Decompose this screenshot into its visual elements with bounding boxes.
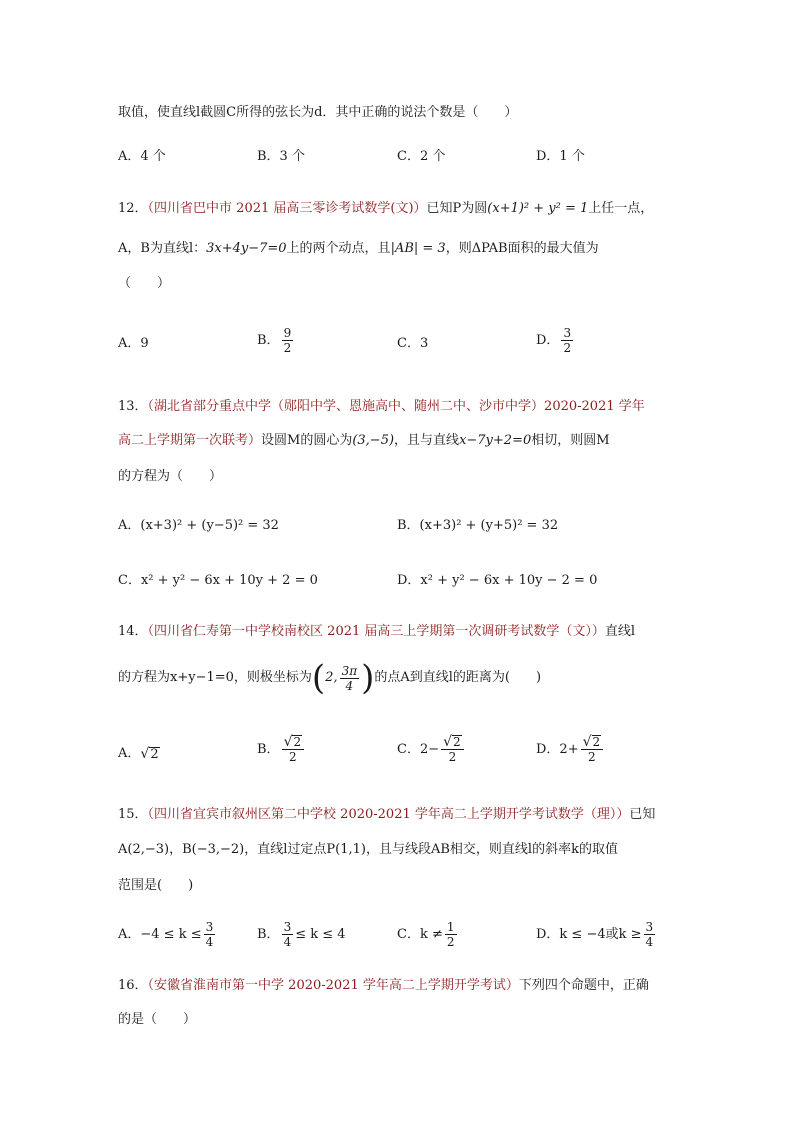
q15-line1: 15．（四川省宜宾市叙州区第二中学校 2020-2021 学年高二上学期开学考试数学（理））已知 [118, 807, 656, 822]
fraction: √ 2 2 [441, 735, 464, 764]
fraction: $\frac{3}{4}$ [205, 920, 214, 949]
q15-option-d: D．k ≤ −4或k ≥ $\frac{3}{4}$ [536, 920, 654, 949]
q14-line1: 14．（四川省仁寿第一中学校南校区 2021 届高三上学期第一次调研考试数学（文））直线l [118, 624, 636, 639]
question-source: （四川省巴中市 2021 届高三零诊考试数学(文)） [147, 201, 427, 216]
fraction: $\frac{1}{2}$ [446, 920, 455, 949]
question-source: （湖北省部分重点中学（郧阳中学、恩施高中、随州二中、沙市中学）2020-2021 学年 [147, 399, 645, 414]
q13-line1 [118, 397, 645, 417]
fraction: √ 2 2 [581, 735, 604, 764]
fraction: $\frac{3}{4}$ [645, 920, 654, 949]
q13-line3: 的方程为（ ） [118, 469, 223, 484]
q14-line2: 的方程为x+y−1=0，则极坐标为 ( 2, $\frac{3\pi}{4}$ ) 的点A到直线l的距离为( ) [118, 658, 542, 698]
q16-line1: 16．（安徽省淮南市第一中学 2020-2021 学年高二上学期开学考试）下列四个命题中，正确 [118, 978, 649, 993]
ab-length: |AB| = 3 [390, 241, 446, 256]
q16-line2: 的是（ ） [118, 1012, 197, 1027]
question-source: （四川省宜宾市叙州区第二中学校 2020-2021 学年高二上学期开学考试数学（理）） [147, 807, 630, 822]
question-number: 13． [118, 399, 148, 414]
question-number: 16． [118, 978, 148, 993]
q15-line3: 范围是( ) [118, 878, 194, 893]
q12-option-a: A．9 [118, 336, 149, 351]
question-source: （四川省仁寿第一中学校南校区 2021 届高三上学期第一次调研考试数学（文）） [147, 624, 605, 639]
line-equation: 3x+4y−7=0 [206, 241, 287, 256]
question-number: 14． [118, 624, 148, 639]
fraction: $\frac{3\pi}{4}$ [341, 663, 358, 693]
q15-option-b: B． $\frac{3}{4}$ ≤ k ≤ 4 [257, 920, 346, 949]
q14-option-d: D．2+ √ 2 2 [536, 735, 605, 764]
q14-option-b: B． √ 2 2 [257, 735, 306, 764]
q15-option-c: C．k ≠ $\frac{1}{2}$ [397, 920, 455, 949]
q14-option-c: C．2− √ 2 2 [397, 735, 466, 764]
q12-option-c: C．3 [397, 336, 429, 351]
tangent-line: x−7y+2=0 [459, 433, 532, 448]
q13-option-d: D．x² + y² − 6x + 10y − 2 = 0 [397, 573, 598, 588]
question-source-cont: 高二上学期第一次联考） [118, 433, 262, 448]
q13-option-b: B．(x+3)² + (y+5)² = 32 [397, 518, 559, 533]
fraction: √ 2 2 [282, 735, 305, 764]
q12-paren: （ ） [118, 276, 171, 291]
q15-option-a: A．−4 ≤ k ≤ $\frac{3}{4}$ [118, 920, 214, 949]
question-source: （安徽省淮南市第一中学 2020-2021 学年高二上学期开学考试） [147, 978, 519, 993]
q11-option-a: A．4 个 [118, 149, 166, 164]
circle-center: (3,−5) [352, 433, 395, 448]
sqrt: √ 2 [140, 746, 159, 762]
fraction: $\frac{3}{4}$ [283, 920, 292, 949]
fraction: $\frac{3}{2}$ [563, 326, 572, 355]
question-number: 15． [118, 807, 148, 822]
q12-line2: A，B为直线l：3x+4y−7=0上的两个动点，且|AB| = 3，则ΔPAB面积的最大值为 [118, 241, 599, 256]
q12-option-b: B． $\frac{9}{2}$ [257, 326, 292, 355]
q14-option-a: A． √ 2 [118, 746, 159, 762]
q15-line2: A(2,−3)，B(−3,−2)，直线l过定点P(1,1)，且与线段AB相交，则直线l的斜率k的取值 [118, 842, 618, 857]
q13-option-a: A．(x+3)² + (y−5)² = 32 [118, 518, 279, 533]
circle-equation: (x+1)² + y² = 1 [487, 201, 589, 216]
q11-line: 取值，使直线l截圆C所得的弦长为d．其中正确的说法个数是（ ） [118, 105, 518, 120]
q12-option-d: D． $\frac{3}{2}$ [536, 326, 572, 355]
q13-line2: 高二上学期第一次联考）设圆M的圆心为(3,−5)，且与直线x−7y+2=0相切，则圆M [118, 433, 610, 448]
question-number: 12． [118, 201, 148, 216]
q11-option-b: B．3 个 [257, 149, 305, 164]
q13-option-c: C．x² + y² − 6x + 10y + 2 = 0 [118, 573, 318, 588]
q11-option-d: D．1 个 [536, 149, 585, 164]
q11-option-c: C．2 个 [397, 149, 446, 164]
q12-line1: 12．（四川省巴中市 2021 届高三零诊考试数学(文)）已知P为圆(x+1)² + y² = 1上任一点， [118, 201, 654, 216]
fraction: $\frac{9}{2}$ [283, 326, 292, 355]
